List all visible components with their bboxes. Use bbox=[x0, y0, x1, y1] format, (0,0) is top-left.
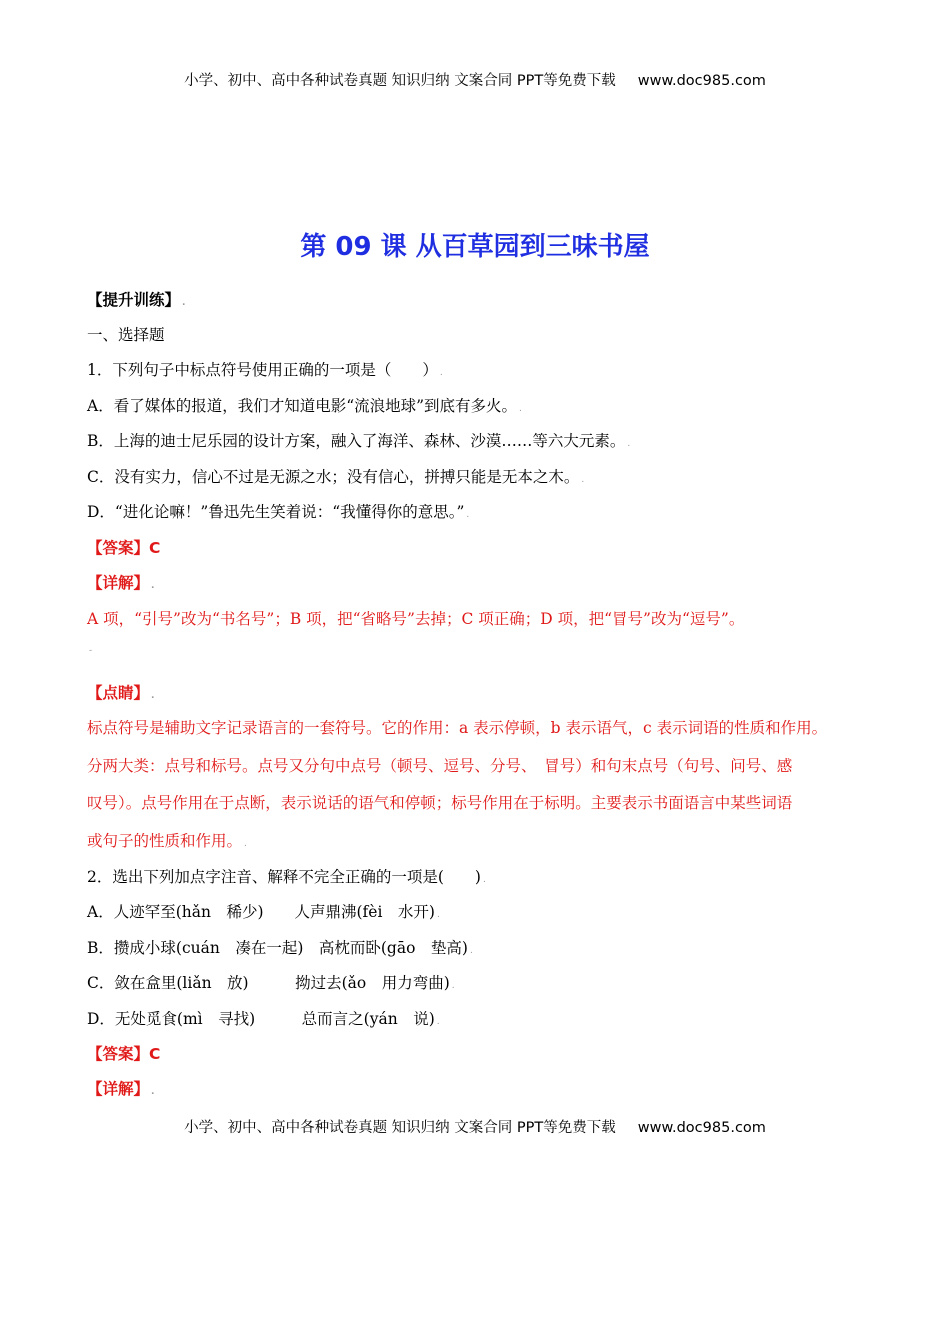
question-1-option-c: C．没有实力，信心不过是无源之水；没有信心，拼搏只能是无本之木。 . bbox=[87, 468, 585, 486]
question-1-option-b: B．上海的迪士尼乐园的设计方案，融入了海洋、森林、沙漠……等六大元素。 . bbox=[87, 432, 631, 450]
question-1-comment-line-3: 叹号）。点号作用在于点断，表示说话的语气和停顿；标号作用在于标明。主要表示书面语言中某些词语 bbox=[87, 794, 793, 812]
question-1-stem: 1．下列句子中标点符号使用正确的一项是（ ） . bbox=[87, 361, 443, 379]
footer-text: 小学、初中、高中各种试卷真题 知识归纳 文案合同 PPT等免费下载 bbox=[184, 1120, 616, 1136]
section-label: 【提升训练】 . bbox=[87, 291, 186, 309]
question-1-comment-line-1: 标点符号是辅助文字记录语言的一套符号。它的作用：a 表示停顿，b 表示语气，c 表示词语的性质和作用。 bbox=[87, 719, 828, 737]
question-2-answer: 【答案】C bbox=[87, 1045, 161, 1063]
question-1-comment-line-4: 或句子的性质和作用。 . bbox=[87, 832, 247, 850]
footer-url[interactable]: www.doc985.com bbox=[637, 1120, 766, 1136]
question-1-comment-line-2: 分两大类：点号和标号。点号又分句中点号（顿号、逗号、分号、 冒号）和句末点号（句号、问号、感 bbox=[87, 757, 793, 775]
page-footer bbox=[0, 1116, 950, 1137]
question-1-detail: A 项，“引号”改为“书名号”；B 项，把“省略号”去掉；C 项正确；D 项，把“冒号”改为“逗号”。 bbox=[87, 610, 745, 628]
page-title: 第 09 课 从百草园到三味书屋 bbox=[300, 232, 650, 262]
question-1-detail-label: 【详解】 . bbox=[87, 574, 155, 592]
question-2-option-a: A．人迹罕至(hǎn 稀少) 人声鼎沸(fèi 水开) . bbox=[87, 903, 440, 921]
question-2-stem: 2．选出下列加点字注音、解释不完全正确的一项是( ) . bbox=[87, 868, 486, 886]
question-1-option-a: A．看了媒体的报道，我们才知道电影“流浪地球”到底有多火。 . bbox=[87, 397, 522, 415]
question-1-answer: 【答案】C bbox=[87, 539, 161, 557]
question-2-option-c: C．敛在盒里(liǎn 放) 拗过去(ǎo 用力弯曲) . bbox=[87, 974, 455, 992]
question-2-option-b: B．攒成小球(cuán 凑在一起) 高枕而卧(gāo 垫高) . bbox=[87, 939, 473, 957]
section-heading: 一、选择题 bbox=[87, 326, 165, 344]
paragraph-mark: - bbox=[89, 646, 93, 656]
question-2-detail-label: 【详解】 . bbox=[87, 1080, 155, 1098]
header-url[interactable]: www.doc985.com bbox=[637, 73, 766, 89]
header-text: 小学、初中、高中各种试卷真题 知识归纳 文案合同 PPT等免费下载 bbox=[184, 73, 616, 89]
question-2-option-d: D．无处觅食(mì 寻找) 总而言之(yán 说) . bbox=[87, 1010, 440, 1028]
question-1-option-d: D．“进化论嘛！”鲁迅先生笑着说：“我懂得你的意思。” . bbox=[87, 503, 470, 521]
page-header bbox=[0, 69, 950, 90]
question-1-comment-label: 【点睛】 . bbox=[87, 684, 155, 702]
